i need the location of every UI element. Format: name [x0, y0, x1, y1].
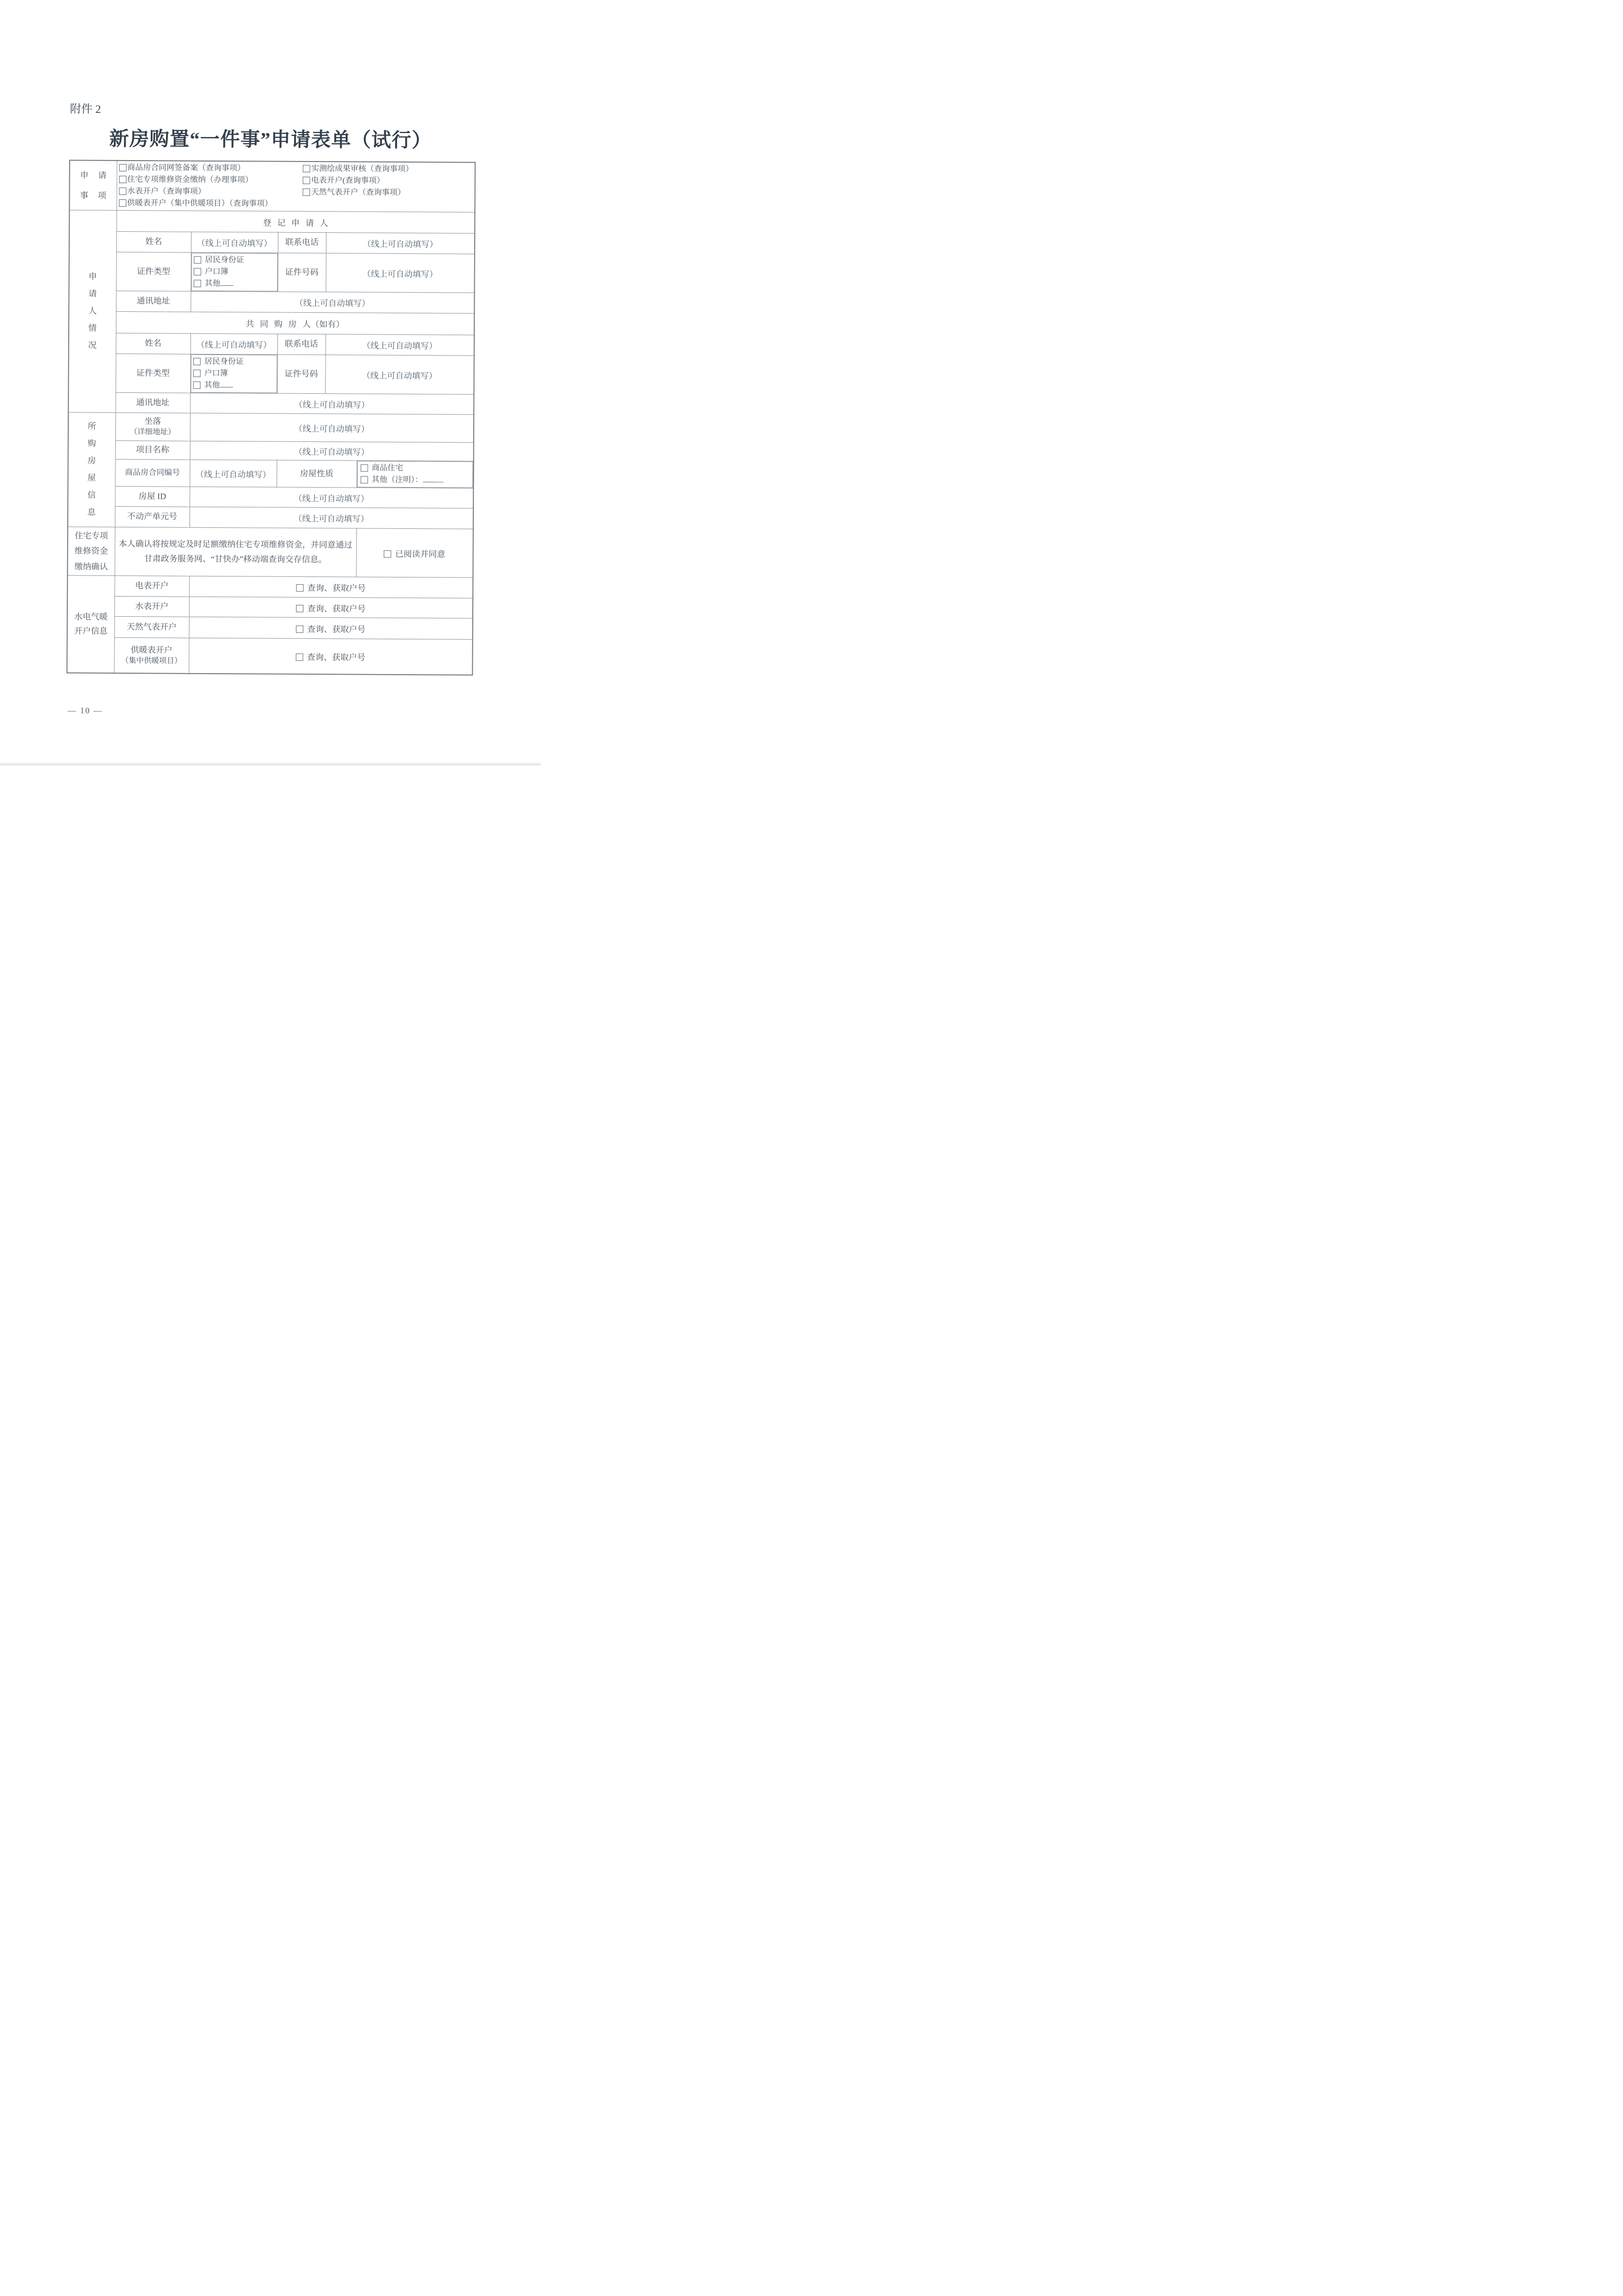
checkbox-icon[interactable]	[296, 584, 303, 592]
id-type-option-label: 户口簿	[205, 267, 229, 276]
fund-label-line2: 维修资金	[74, 546, 108, 556]
apply-option	[119, 197, 473, 211]
apply-option-label: 水表开户（查询事项）	[127, 187, 206, 196]
checkbox-icon[interactable]	[119, 199, 126, 207]
id-type-option-label: 居民身份证	[204, 357, 244, 366]
row-house-id	[68, 486, 473, 508]
id-type-option	[193, 356, 274, 368]
utilities-label-line2: 开户信息	[74, 626, 108, 636]
heating-meter-label	[114, 638, 189, 674]
row-co-buyer-header	[69, 311, 474, 335]
row-registered-applicant-header	[69, 210, 475, 233]
checkbox-icon[interactable]	[119, 164, 126, 171]
apply-option	[303, 175, 473, 188]
apply-option	[303, 187, 473, 199]
address-input[interactable]: （线上可自动填写）	[190, 393, 474, 414]
section-label-utilities	[67, 575, 114, 673]
row-project-name	[68, 440, 474, 461]
apply-option-label: 商品房合同网签备案（查询事项）	[127, 164, 245, 173]
blank-underline	[220, 278, 233, 286]
row-heating-meter	[67, 637, 472, 675]
checkbox-icon[interactable]	[303, 177, 310, 184]
fund-confirm-statement: 本人确认将按规定及时足额缴纳住宅专项维修资金，并同意通过甘肃政务服务网、“甘快办”移动端查询交存信息。	[114, 527, 356, 577]
apply-options-grid	[119, 162, 473, 211]
id-number-input[interactable]: （线上可自动填写）	[325, 253, 474, 293]
row-applicant-name	[69, 231, 475, 254]
name-label: 姓名	[116, 231, 191, 252]
apply-option	[119, 174, 303, 187]
name-label: 姓名	[116, 333, 190, 354]
section-label-apply-items	[69, 160, 117, 210]
id-type-option	[193, 278, 275, 290]
house-id-label: 房屋 ID	[115, 486, 189, 507]
action-label: 查询、获取户号	[307, 583, 366, 593]
checkbox-icon[interactable]	[303, 165, 310, 172]
apply-items-label-line2: 事 项	[80, 191, 107, 200]
checkbox-icon[interactable]	[119, 176, 126, 183]
gas-meter-action	[189, 617, 473, 640]
id-number-input[interactable]: （线上可自动填写）	[325, 355, 474, 395]
row-house-location	[68, 412, 474, 442]
apply-option	[119, 186, 303, 198]
id-number-label: 证件号码	[277, 355, 325, 394]
checkbox-icon[interactable]	[384, 550, 391, 557]
action-label: 查询、获取户号	[307, 653, 366, 662]
id-type-label: 证件类型	[115, 354, 190, 393]
checkbox-icon[interactable]	[193, 358, 200, 365]
page-title: 新房购置“一件事”申请表单（试行）	[109, 127, 432, 152]
location-input[interactable]: （线上可自动填写）	[190, 413, 474, 442]
location-label	[115, 412, 190, 441]
electric-meter-action	[189, 576, 473, 599]
unit-number-input[interactable]: （线上可自动填写）	[189, 507, 473, 529]
row-co-buyer-id-type	[68, 354, 474, 394]
heating-meter-label-sub: （集中供暖项目）	[121, 656, 182, 665]
gas-meter-label: 天然气表开户	[114, 617, 189, 638]
id-type-option	[193, 254, 275, 267]
checkbox-icon[interactable]	[303, 189, 310, 196]
checkbox-icon[interactable]	[296, 626, 303, 633]
checkbox-icon[interactable]	[360, 465, 368, 472]
section-label-house-info	[68, 412, 115, 527]
id-type-options	[190, 355, 277, 393]
id-type-option	[193, 380, 274, 392]
checkbox-icon[interactable]	[193, 268, 201, 275]
action-label: 查询、获取户号	[307, 624, 366, 634]
house-nature-option-label: 商品住宅	[372, 464, 404, 472]
heating-meter-action	[189, 638, 472, 675]
row-applicant-id-type	[69, 252, 474, 293]
row-co-buyer-address	[68, 392, 474, 414]
id-type-option-label: 居民身份证	[205, 255, 244, 265]
address-input[interactable]: （线上可自动填写）	[190, 291, 474, 313]
row-water-meter	[67, 596, 473, 618]
id-type-option-label: 其他	[205, 279, 221, 288]
row-contract-number	[68, 459, 473, 488]
house-nature-label: 房屋性质	[276, 460, 356, 488]
apply-items-options	[116, 161, 475, 212]
phone-label: 联系电话	[278, 232, 326, 253]
row-apply-items	[69, 160, 475, 212]
house-nature-option	[360, 463, 471, 475]
fund-label-line1: 住宅专项	[75, 531, 108, 541]
heating-meter-label-main: 供暖表开户	[131, 645, 173, 655]
scanned-document-page	[0, 0, 541, 765]
checkbox-icon[interactable]	[193, 280, 201, 287]
blank-underline	[423, 474, 443, 482]
document-content	[0, 0, 541, 718]
contract-number-label: 商品房合同编号	[115, 459, 189, 487]
water-meter-label: 水表开户	[114, 597, 189, 617]
house-nature-option-label: 其他（注明）：	[371, 475, 423, 485]
apply-option	[119, 162, 303, 175]
apply-option-label: 实测绘成果审核（查询事项）	[311, 164, 414, 174]
row-co-buyer-name	[69, 333, 474, 355]
co-buyer-header: 共 同 购 房 人（如有）	[116, 311, 474, 335]
id-type-option	[193, 368, 274, 380]
checkbox-icon[interactable]	[193, 256, 201, 264]
apply-option-label: 电表开户(查询事项）	[311, 176, 385, 185]
apply-option-label: 天然气表开户（查询事项）	[311, 188, 406, 197]
apply-option	[303, 163, 473, 176]
phone-input[interactable]: （线上可自动填写）	[325, 334, 474, 356]
section-label-applicant-info	[68, 210, 116, 412]
checkbox-icon[interactable]	[193, 382, 200, 389]
contract-number-input[interactable]: （线上可自动填写）	[189, 460, 276, 487]
id-type-option	[193, 266, 275, 278]
blank-underline	[220, 380, 233, 387]
id-type-options	[191, 253, 277, 292]
phone-label: 联系电话	[277, 334, 325, 355]
apply-option-label: 住宅专项维修资金缴纳（办理事项）	[127, 175, 253, 185]
id-number-label: 证件号码	[277, 253, 325, 292]
house-id-input[interactable]: （线上可自动填写）	[189, 487, 473, 508]
fund-label-line3: 缴纳确认	[74, 562, 108, 572]
row-applicant-address	[69, 291, 474, 313]
location-label-main: 坐落	[144, 416, 162, 426]
utilities-label-line1: 水电气暖	[74, 612, 108, 622]
row-electric-meter	[67, 575, 473, 598]
name-input[interactable]: （线上可自动填写）	[191, 232, 278, 253]
house-info-label: 所购房屋信息	[87, 422, 96, 517]
action-label: 查询、获取户号	[307, 603, 366, 614]
registered-applicant-header: 登 记 申 请 人	[116, 210, 475, 233]
row-maintenance-fund-confirm	[67, 527, 473, 578]
checkbox-icon[interactable]	[360, 476, 368, 484]
id-type-label: 证件类型	[116, 252, 190, 291]
checkbox-icon[interactable]	[193, 370, 200, 377]
house-nature-option	[360, 474, 471, 487]
checkbox-icon[interactable]	[296, 605, 303, 612]
checkbox-icon[interactable]	[119, 188, 126, 195]
attachment-label: 附件 2	[70, 103, 101, 115]
application-form-table	[66, 160, 475, 675]
row-unit-number	[68, 506, 473, 529]
address-label: 通讯地址	[116, 291, 190, 312]
page-number: — 10 —	[67, 706, 103, 715]
electric-meter-label: 电表开户	[114, 576, 189, 597]
name-input[interactable]: （线上可自动填写）	[190, 333, 277, 355]
phone-input[interactable]: （线上可自动填写）	[326, 233, 475, 254]
unit-number-label: 不动产单元号	[115, 506, 189, 527]
apply-items-label-line1: 申 请	[80, 170, 107, 180]
id-type-option-label: 其他	[204, 381, 220, 390]
agree-label: 已阅读并同意	[395, 549, 445, 559]
apply-option-label: 供暖表开户（集中供暖项目）（查询事项）	[127, 199, 272, 208]
house-nature-options	[357, 461, 473, 488]
section-label-maintenance-fund	[67, 527, 115, 576]
id-type-option-label: 户口簿	[204, 369, 228, 378]
project-name-input[interactable]: （线上可自动填写）	[190, 441, 474, 461]
fund-agree-cell	[356, 528, 473, 578]
project-name-label: 项目名称	[115, 440, 190, 460]
location-label-sub: （详细地址）	[130, 428, 176, 437]
checkbox-icon[interactable]	[296, 654, 303, 661]
address-label: 通讯地址	[115, 392, 190, 413]
row-gas-meter	[67, 616, 473, 639]
applicant-info-label: 申请人情况	[88, 272, 97, 350]
water-meter-action	[189, 597, 473, 619]
scan-edge-shadow	[0, 762, 541, 765]
